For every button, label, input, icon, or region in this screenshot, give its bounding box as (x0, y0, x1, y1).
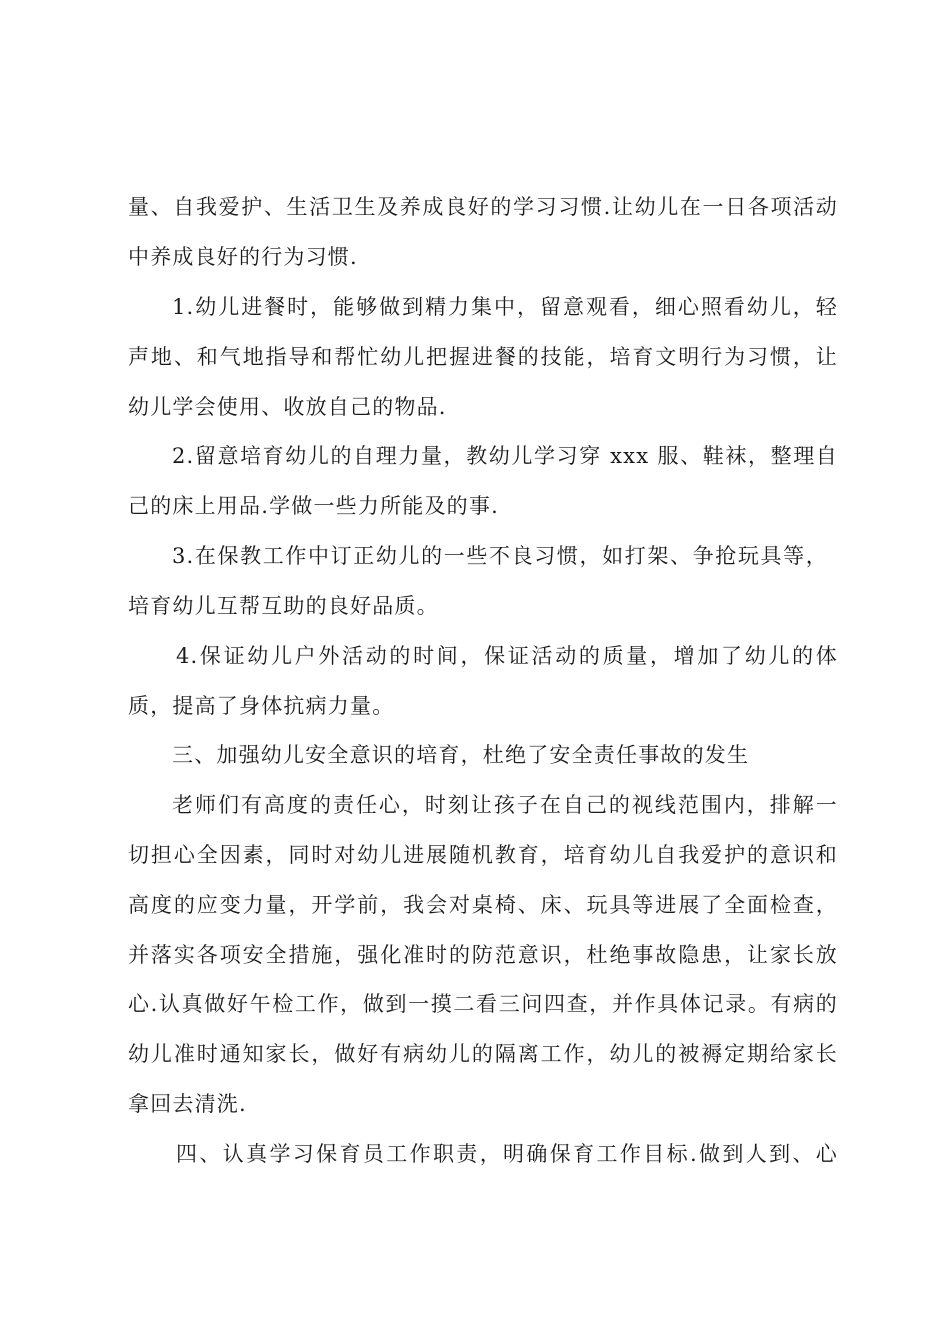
text-line: 幼儿准时通知家长，做好有病幼儿的隔离工作，幼儿的被褥定期给家长 (128, 1042, 838, 1066)
text-line: 幼儿学会使用、收放自己的物品. (128, 395, 447, 419)
text-line: 培育幼儿互帮互助的良好品质。 (128, 594, 439, 618)
text-line: 4.保证幼儿户外活动的时间，保证活动的质量，增加了幼儿的体 (176, 644, 838, 668)
text-line: 量、自我爱护、生活卫生及养成良好的学习习惯.让幼儿在一日各项活动 (128, 195, 838, 219)
section-heading: 四、认真学习保育员工作职责，明确保育工作目标.做到人到、心 (176, 1142, 838, 1166)
section-heading: 三、加强幼儿安全意识的培育，杜绝了安全责任事故的发生 (172, 743, 750, 767)
text-line: 质，提高了身体抗病力量。 (128, 694, 395, 718)
text-line: 己的床上用品.学做一些力所能及的事. (128, 494, 499, 518)
text-line: 声地、和气地指导和帮忙幼儿把握进餐的技能，培育文明行为习惯，让 (128, 345, 838, 369)
text-line: 2.留意培育幼儿的自理力量，教幼儿学习穿 xxx 服、鞋袜，整理自 (172, 444, 838, 468)
text-line: 高度的应变力量，开学前，我会对桌椅、床、玩具等进展了全面检查， (128, 893, 838, 917)
text-line: 中养成良好的行为习惯. (128, 245, 358, 269)
text-line: 拿回去清洗. (128, 1092, 247, 1116)
text-line: 1.幼儿进餐时，能够做到精力集中，留意观看，细心照看幼儿，轻 (172, 295, 838, 319)
text-line: 并落实各项安全措施，强化准时的防范意识，杜绝事故隐患，让家长放 (128, 943, 838, 967)
text-line: 老师们有高度的责任心，时刻让孩子在自己的视线范围内，排解一 (172, 793, 838, 817)
text-line: 3.在保教工作中订正幼儿的一些不良习惯，如打架、争抢玩具等， (172, 544, 828, 568)
text-line: 切担心全因素，同时对幼儿进展随机教育，培育幼儿自我爱护的意识和 (128, 843, 838, 867)
text-line: 心.认真做好午检工作，做到一摸二看三问四查，并作具体记录。有病的 (128, 992, 838, 1016)
